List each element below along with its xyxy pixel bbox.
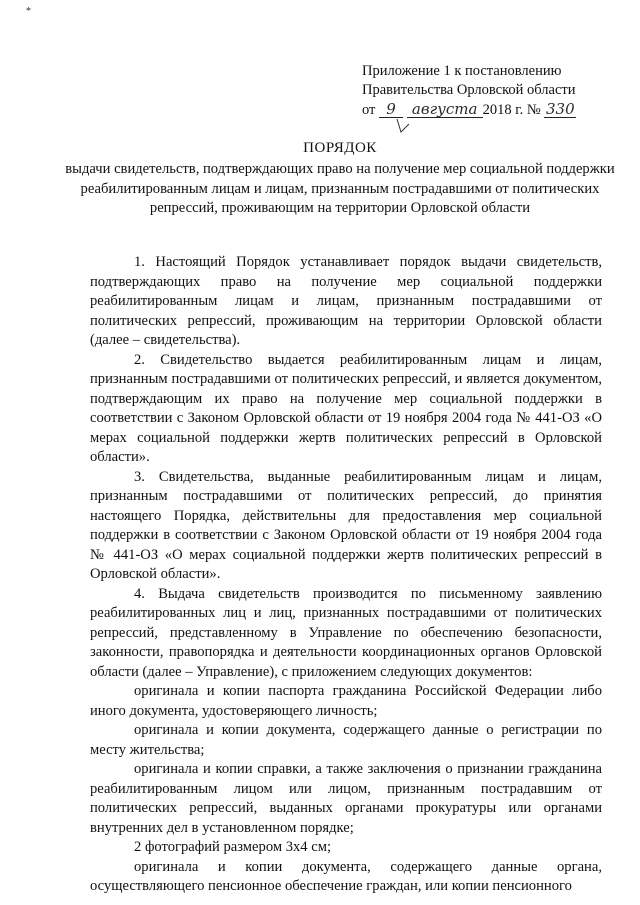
paragraph-4: 4. Выдача свидетельств производится по письменному заявлению реабилитированных лиц и лиц, признанных пострадавшими от политических репрессий, представленному в Управление по обеспечению безопасности, законности, правопорядка и деятельности координационных органов Орловской области (далее – Управление), с приложением следующих документов: — [90, 585, 602, 680]
document-list-item-certificate: оригинала и копии справки, а также заключения о признании гражданина реабилитированным лицом или лицом, признанным пострадавшим от политических репрессий, выданных органами прокуратуры или органами внутренних дел в установленном порядке; — [90, 761, 602, 836]
document-list-item-passport: оригинала и копии паспорта гражданина Российской Федерации либо иного документа, удостоверяющего личность; — [90, 683, 602, 719]
document-title: ПОРЯДОК — [303, 140, 377, 156]
handwritten-day: 9 — [379, 100, 403, 119]
document-list-item-pension: оригинала и копии документа, содержащего данные органа, осуществляющего пенсионное обеспечение граждан, или копии пенсионного — [90, 858, 602, 894]
corner-mark: * — [26, 6, 31, 17]
document-body — [90, 253, 602, 897]
date-prefix: от — [362, 102, 376, 118]
year-and-number-label: 2018 г. № — [482, 102, 541, 118]
appendix-line-1: Приложение 1 к постановлению — [362, 63, 562, 79]
appendix-line-2: Правительства Орловской области — [362, 82, 576, 98]
appendix-header — [362, 62, 622, 120]
paragraph-1: 1. Настоящий Порядок устанавливает порядок выдачи свидетельств, подтверждающих право на получение мер социальной поддержки реабилитированным лицам и лицам, признанным пострадавшими от политических репрессий, проживающим на территории Орловской области (далее – свидетельства). — [90, 254, 602, 348]
paragraph-3: 3. Свидетельства, выданные реабилитированным лицам и лицам, признанным пострадавшими от политических репрессий, до принятия настоящего Порядка, действительны для предоставления мер социальной поддержки в соответствии с Законом Орловской области от 19 ноября 2004 года № 441-ОЗ «О мерах социальной поддержки жертв политических репрессий в Орловской области». — [90, 468, 602, 582]
handwritten-checkmark-icon — [396, 118, 410, 134]
handwritten-number: 330 — [545, 100, 575, 118]
document-subtitle: выдачи свидетельств, подтверждающих право на получение мер социальной поддержки реабилитированным лицам и лицам, признанным пострадавшими от политических репрессий, проживающим на территории Орловской области — [65, 161, 615, 216]
document-list-item-registration: оригинала и копии документа, содержащего данные о регистрации по месту жительства; — [90, 722, 602, 758]
appendix-line-3 — [362, 100, 622, 120]
handwritten-month: августа — [407, 100, 483, 119]
paragraph-2: 2. Свидетельство выдается реабилитированным лицам и лицам, признанным пострадавшими от политических репрессий, и является документом, подтверждающим их право на получение мер социальной поддержки в соответствии с Законом Орловской области от 19 ноября 2004 года № 441-ОЗ «О мерах социальной поддержки жертв политических репрессий в Орловской области». — [90, 351, 602, 465]
document-list-item-photos: 2 фотографий размером 3х4 см; — [134, 839, 332, 855]
